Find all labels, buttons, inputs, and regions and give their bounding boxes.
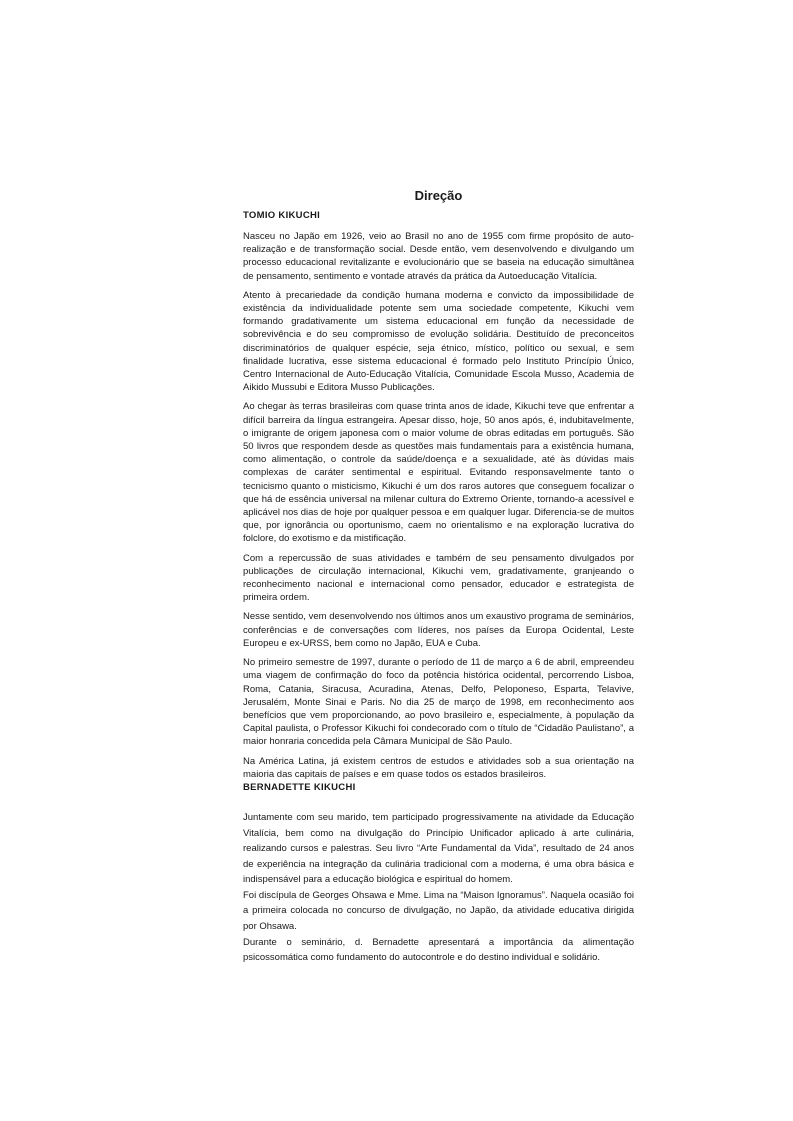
- page-title: Direção: [414, 188, 463, 203]
- paragraph: Durante o seminário, d. Bernadette apresentará a importância da alimentação psicossomática como fundamento do autocontrole e do destino individual e solidário.: [243, 936, 634, 964]
- paragraph: Na América Latina, já existem centros de estudos e atividades sob a sua orientação na maioria das capitais de países e em quase todos os estados brasileiros.: [243, 755, 634, 780]
- paragraph: Foi discípula de Georges Ohsawa e Mme. Lima na “Maison Ignoramus”. Naquela ocasião foi a primeira colocada no concurso de divulgação, no Japão, da atividade educativa dirigida por Ohsawa.: [243, 889, 634, 933]
- paragraph: Nasceu no Japão em 1926, veio ao Brasil no ano de 1955 com firme propósito de auto-realização e de transformação social. Desde então, vem desenvolvendo e divulgando um processo educacional revitalizante e evolucionário que se baseia na educação simultânea de pensamento, sentimento e vontade através da prática da Autoeducação Vitalícia.: [243, 231, 634, 282]
- paragraph: Atento à precariedade da condição humana moderna e convicto da impossibilidade de existência da individualidade potente sem uma sociedade competente, Kikuchi vem formando gradativamente um sistema educacional em função da necessidade de sobrevivência e do seu compromisso de evolução solidária. Destituído de preconceitos discriminatórios de qualquer espécie, seja étnico, místico, político ou sexual, e sem finalidade lucrativa, esse sistema educacional é formado pelo Instituto Princípio Único, Centro Internacional de Auto-Educação Vitalícia, Comunidade Escola Musso, Academia de Aikido Mussubi e Editora Musso Publicações.: [243, 289, 634, 394]
- document-page: [243, 188, 634, 966]
- paragraph: Com a repercussão de suas atividades e também de seu pensamento divulgados por publicações de circulação internacional, Kikuchi vem, gradativamente, granjeando o reconhecimento nacional e internacional como pensador, educador e estrategista de primeira ordem.: [243, 552, 634, 604]
- section-heading-tomio: TOMIO KIKUCHI: [243, 210, 321, 221]
- paragraph: Nesse sentido, vem desenvolvendo nos últimos anos um exaustivo programa de seminários, conferências e de conversações com líderes, nos países da Europa Ocidental, Leste Europeu e ex-URSS, bem como no Japão, EUA e Cuba.: [243, 611, 634, 649]
- paragraph: Juntamente com seu marido, tem participado progressivamente na atividade da Educação Vitalícia, bem como na divulgação do Princípio Unificador aplicado à arte culinária, realizando cursos e palestras. Seu livro “Arte Fundamental da Vida”, resultado de 24 anos de experiência na integração da culinária tradicional com a moderna, é uma obra básica e indispensável para a educação biológica e espiritual do homem.: [243, 811, 634, 886]
- paragraph: Ao chegar às terras brasileiras com quase trinta anos de idade, Kikuchi teve que enfrentar a difícil barreira da língua estrangeira. Apesar disso, hoje, 50 anos após, é, indubitavelmente, o imigrante de origem japonesa com o maior volume de obras editadas em português. São 50 livros que respondem desde as questões mais fundamentais para a existência humana, como alimentação, o controle da saúde/doença e a sexualidade, até às dúvidas mais complexas de caráter sentimental e espiritual. Evitando responsavelmente tanto o tecnicismo quanto o misticismo, Kikuchi é um dos raros autores que conseguem focalizar o que há de essência universal na milenar cultura do Extremo Oriente, tornando-a acessível e aplicável nos dias de hoje por qualquer pessoa e em qualquer lugar. Diferencia-se de muitos que, por ignorância ou oportunismo, caem no orientalismo e na exploração lucrativa do folclore, do exotismo e da mistificação.: [243, 401, 634, 545]
- section-heading-bernadette: BERNADETTE KIKUCHI: [243, 781, 356, 793]
- paragraph: No primeiro semestre de 1997, durante o período de 11 de março a 6 de abril, empreendeu uma viagem de confirmação do foco da potência histórica ocidental, percorrendo Lisboa, Roma, Catania, Siracusa, Acuradina, Atenas, Delfo, Peloponeso, Esparta, Telavive, Jerusalém, Monte Sinai e Paris. No dia 25 de março de 1998, em reconhecimento aos benefícios que vem proporcionando, ao povo brasileiro e, especialmente, à população da Capital paulista, o Professor Kikuchi foi condecorado com o título de “Cidadão Paulistano”, a maior honraria concedida pela Câmara Municipal de São Paulo.: [243, 657, 634, 748]
